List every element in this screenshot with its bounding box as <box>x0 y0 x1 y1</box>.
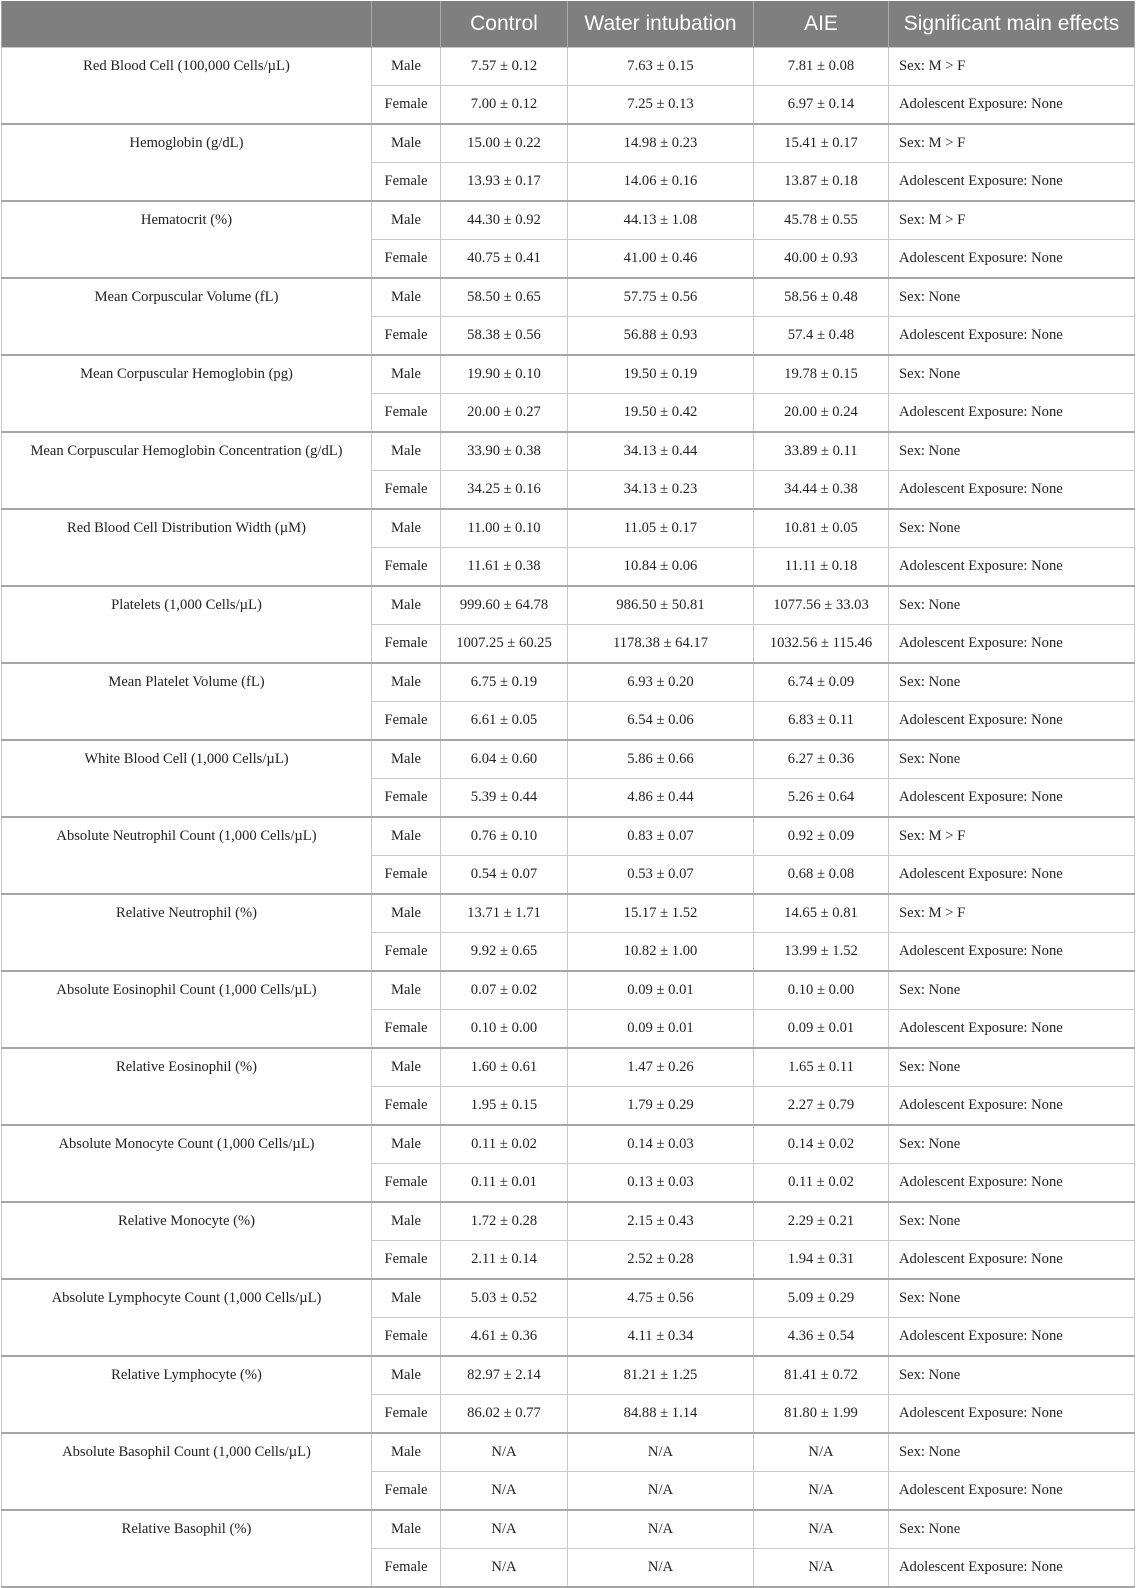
aie-value: 0.92 ± 0.09 <box>754 817 889 856</box>
parameter-name: Relative Eosinophil (%) <box>2 1048 372 1125</box>
aie-value: 5.09 ± 0.29 <box>754 1279 889 1318</box>
parameter-name: Relative Neutrophil (%) <box>2 894 372 971</box>
control-value: 6.75 ± 0.19 <box>441 663 568 702</box>
aie-value: 6.27 ± 0.36 <box>754 740 889 779</box>
aie-value: 57.4 ± 0.48 <box>754 317 889 356</box>
sex-cell: Male <box>372 48 441 86</box>
significant-effect: Adolescent Exposure: None <box>889 1164 1135 1203</box>
water-intubation-value: 0.53 ± 0.07 <box>568 856 754 895</box>
parameter-name: Hemoglobin (g/dL) <box>2 124 372 201</box>
control-value: 15.00 ± 0.22 <box>441 124 568 163</box>
aie-value: 40.00 ± 0.93 <box>754 240 889 279</box>
sex-cell: Male <box>372 1048 441 1087</box>
control-value: 5.39 ± 0.44 <box>441 779 568 818</box>
aie-value: N/A <box>754 1472 889 1511</box>
control-value: 7.57 ± 0.12 <box>441 48 568 86</box>
control-value: 6.61 ± 0.05 <box>441 702 568 741</box>
water-intubation-value: 57.75 ± 0.56 <box>568 278 754 317</box>
aie-value: 0.09 ± 0.01 <box>754 1010 889 1049</box>
aie-value: 0.68 ± 0.08 <box>754 856 889 895</box>
aie-value: 13.87 ± 0.18 <box>754 163 889 202</box>
aie-value: 15.41 ± 0.17 <box>754 124 889 163</box>
sex-cell: Female <box>372 625 441 664</box>
table-row <box>2 663 1135 702</box>
water-intubation-value: 986.50 ± 50.81 <box>568 586 754 625</box>
significant-effect: Adolescent Exposure: None <box>889 625 1135 664</box>
aie-value: 1.94 ± 0.31 <box>754 1241 889 1280</box>
aie-value: 0.14 ± 0.02 <box>754 1125 889 1164</box>
aie-value: 81.80 ± 1.99 <box>754 1395 889 1434</box>
water-intubation-value: 0.14 ± 0.03 <box>568 1125 754 1164</box>
sex-cell: Male <box>372 1433 441 1472</box>
control-value: 4.61 ± 0.36 <box>441 1318 568 1357</box>
sex-cell: Female <box>372 1472 441 1511</box>
control-value: 1.72 ± 0.28 <box>441 1202 568 1241</box>
water-intubation-value: 0.13 ± 0.03 <box>568 1164 754 1203</box>
sex-cell: Male <box>372 355 441 394</box>
aie-value: 58.56 ± 0.48 <box>754 278 889 317</box>
significant-effect: Sex: None <box>889 1048 1135 1087</box>
sex-cell: Female <box>372 1164 441 1203</box>
significant-effect: Adolescent Exposure: None <box>889 1549 1135 1588</box>
water-intubation-value: 4.11 ± 0.34 <box>568 1318 754 1357</box>
water-intubation-value: 15.17 ± 1.52 <box>568 894 754 933</box>
control-value: 34.25 ± 0.16 <box>441 471 568 510</box>
control-value: 82.97 ± 2.14 <box>441 1356 568 1395</box>
aie-value: 6.74 ± 0.09 <box>754 663 889 702</box>
sex-cell: Male <box>372 817 441 856</box>
sex-cell: Male <box>372 971 441 1010</box>
water-intubation-value: 84.88 ± 1.14 <box>568 1395 754 1434</box>
significant-effect: Sex: None <box>889 586 1135 625</box>
control-value: 0.07 ± 0.02 <box>441 971 568 1010</box>
significant-effect: Sex: M > F <box>889 124 1135 163</box>
parameter-name: Platelets (1,000 Cells/µL) <box>2 586 372 663</box>
table-row <box>2 432 1135 471</box>
aie-value: 1032.56 ± 115.46 <box>754 625 889 664</box>
sex-cell: Female <box>372 86 441 125</box>
significant-effect: Sex: M > F <box>889 48 1135 86</box>
water-intubation-value: 0.83 ± 0.07 <box>568 817 754 856</box>
control-value: 20.00 ± 0.27 <box>441 394 568 433</box>
sex-cell: Female <box>372 471 441 510</box>
aie-value: 20.00 ± 0.24 <box>754 394 889 433</box>
water-intubation-value: 19.50 ± 0.19 <box>568 355 754 394</box>
parameter-name: Absolute Neutrophil Count (1,000 Cells/µL) <box>2 817 372 894</box>
table-row <box>2 971 1135 1010</box>
aie-value: 5.26 ± 0.64 <box>754 779 889 818</box>
table-row <box>2 509 1135 548</box>
significant-effect: Adolescent Exposure: None <box>889 240 1135 279</box>
water-intubation-value: 5.86 ± 0.66 <box>568 740 754 779</box>
sex-cell: Female <box>372 1318 441 1357</box>
aie-value: 33.89 ± 0.11 <box>754 432 889 471</box>
control-value: 0.11 ± 0.02 <box>441 1125 568 1164</box>
sex-cell: Male <box>372 509 441 548</box>
water-intubation-value: 19.50 ± 0.42 <box>568 394 754 433</box>
sex-cell: Female <box>372 317 441 356</box>
control-value: 0.11 ± 0.01 <box>441 1164 568 1203</box>
significant-effect: Adolescent Exposure: None <box>889 856 1135 895</box>
table-row <box>2 1125 1135 1164</box>
aie-value: 19.78 ± 0.15 <box>754 355 889 394</box>
aie-value: 11.11 ± 0.18 <box>754 548 889 587</box>
table-row <box>2 278 1135 317</box>
sex-cell: Female <box>372 163 441 202</box>
significant-effect: Adolescent Exposure: None <box>889 1395 1135 1434</box>
aie-value: 34.44 ± 0.38 <box>754 471 889 510</box>
control-value: 13.93 ± 0.17 <box>441 163 568 202</box>
sex-cell: Male <box>372 1510 441 1549</box>
aie-value: 14.65 ± 0.81 <box>754 894 889 933</box>
water-intubation-value: 10.82 ± 1.00 <box>568 933 754 972</box>
control-value: 1007.25 ± 60.25 <box>441 625 568 664</box>
control-value: 7.00 ± 0.12 <box>441 86 568 125</box>
sex-cell: Male <box>372 1202 441 1241</box>
table-row <box>2 586 1135 625</box>
parameter-name: Mean Corpuscular Hemoglobin Concentration (g/dL) <box>2 432 372 509</box>
significant-effect: Sex: None <box>889 432 1135 471</box>
sex-cell: Female <box>372 1010 441 1049</box>
control-value: 2.11 ± 0.14 <box>441 1241 568 1280</box>
significant-effect: Adolescent Exposure: None <box>889 394 1135 433</box>
water-intubation-value: 14.98 ± 0.23 <box>568 124 754 163</box>
header-parameter <box>2 1 372 48</box>
significant-effect: Sex: None <box>889 1433 1135 1472</box>
water-intubation-value: N/A <box>568 1510 754 1549</box>
hematology-table <box>1 1 1135 1588</box>
water-intubation-value: 1.47 ± 0.26 <box>568 1048 754 1087</box>
sex-cell: Male <box>372 740 441 779</box>
aie-value: 81.41 ± 0.72 <box>754 1356 889 1395</box>
table-row <box>2 1356 1135 1395</box>
water-intubation-value: 2.15 ± 0.43 <box>568 1202 754 1241</box>
significant-effect: Adolescent Exposure: None <box>889 779 1135 818</box>
parameter-name: Absolute Monocyte Count (1,000 Cells/µL) <box>2 1125 372 1202</box>
control-value: 19.90 ± 0.10 <box>441 355 568 394</box>
table-row <box>2 201 1135 240</box>
control-value: 58.38 ± 0.56 <box>441 317 568 356</box>
table-row <box>2 1202 1135 1241</box>
sex-cell: Female <box>372 702 441 741</box>
significant-effect: Sex: None <box>889 1125 1135 1164</box>
water-intubation-value: 14.06 ± 0.16 <box>568 163 754 202</box>
significant-effect: Sex: None <box>889 355 1135 394</box>
water-intubation-value: 34.13 ± 0.23 <box>568 471 754 510</box>
parameter-name: White Blood Cell (1,000 Cells/µL) <box>2 740 372 817</box>
significant-effect: Sex: None <box>889 278 1135 317</box>
sex-cell: Male <box>372 1356 441 1395</box>
significant-effect: Sex: None <box>889 1279 1135 1318</box>
water-intubation-value: 56.88 ± 0.93 <box>568 317 754 356</box>
control-value: 999.60 ± 64.78 <box>441 586 568 625</box>
water-intubation-value: 1178.38 ± 64.17 <box>568 625 754 664</box>
control-value: 13.71 ± 1.71 <box>441 894 568 933</box>
parameter-name: Hematocrit (%) <box>2 201 372 278</box>
table-row <box>2 1279 1135 1318</box>
significant-effect: Adolescent Exposure: None <box>889 1010 1135 1049</box>
aie-value: 1.65 ± 0.11 <box>754 1048 889 1087</box>
aie-value: N/A <box>754 1433 889 1472</box>
sex-cell: Female <box>372 1549 441 1588</box>
parameter-name: Relative Basophil (%) <box>2 1510 372 1587</box>
header-control: Control <box>441 1 568 48</box>
control-value: 0.10 ± 0.00 <box>441 1010 568 1049</box>
aie-value: 0.10 ± 0.00 <box>754 971 889 1010</box>
header-water-intubation: Water intubation <box>568 1 754 48</box>
significant-effect: Adolescent Exposure: None <box>889 471 1135 510</box>
significant-effect: Adolescent Exposure: None <box>889 1472 1135 1511</box>
control-value: 0.54 ± 0.07 <box>441 856 568 895</box>
aie-value: 6.97 ± 0.14 <box>754 86 889 125</box>
table-row <box>2 124 1135 163</box>
sex-cell: Female <box>372 1241 441 1280</box>
control-value: 44.30 ± 0.92 <box>441 201 568 240</box>
table-row <box>2 817 1135 856</box>
water-intubation-value: 10.84 ± 0.06 <box>568 548 754 587</box>
table-row <box>2 1433 1135 1472</box>
parameter-name: Mean Corpuscular Volume (fL) <box>2 278 372 355</box>
aie-value: N/A <box>754 1549 889 1588</box>
significant-effect: Sex: None <box>889 740 1135 779</box>
parameter-name: Mean Platelet Volume (fL) <box>2 663 372 740</box>
water-intubation-value: N/A <box>568 1472 754 1511</box>
control-value: 58.50 ± 0.65 <box>441 278 568 317</box>
table-body <box>2 48 1135 1588</box>
sex-cell: Male <box>372 278 441 317</box>
sex-cell: Male <box>372 1125 441 1164</box>
parameter-name: Absolute Basophil Count (1,000 Cells/µL) <box>2 1433 372 1510</box>
table-row <box>2 1048 1135 1087</box>
water-intubation-value: 0.09 ± 0.01 <box>568 1010 754 1049</box>
significant-effect: Adolescent Exposure: None <box>889 702 1135 741</box>
control-value: N/A <box>441 1433 568 1472</box>
sex-cell: Female <box>372 240 441 279</box>
aie-value: 6.83 ± 0.11 <box>754 702 889 741</box>
significant-effect: Sex: None <box>889 971 1135 1010</box>
aie-value: 4.36 ± 0.54 <box>754 1318 889 1357</box>
table-row <box>2 48 1135 86</box>
parameter-name: Relative Monocyte (%) <box>2 1202 372 1279</box>
water-intubation-value: 1.79 ± 0.29 <box>568 1087 754 1126</box>
water-intubation-value: 11.05 ± 0.17 <box>568 509 754 548</box>
significant-effect: Sex: None <box>889 663 1135 702</box>
significant-effect: Sex: M > F <box>889 201 1135 240</box>
sex-cell: Female <box>372 394 441 433</box>
sex-cell: Male <box>372 894 441 933</box>
significant-effect: Sex: None <box>889 1202 1135 1241</box>
water-intubation-value: 81.21 ± 1.25 <box>568 1356 754 1395</box>
control-value: N/A <box>441 1549 568 1588</box>
control-value: 1.95 ± 0.15 <box>441 1087 568 1126</box>
control-value: 6.04 ± 0.60 <box>441 740 568 779</box>
control-value: 5.03 ± 0.52 <box>441 1279 568 1318</box>
sex-cell: Female <box>372 933 441 972</box>
sex-cell: Male <box>372 663 441 702</box>
aie-value: 2.29 ± 0.21 <box>754 1202 889 1241</box>
water-intubation-value: 34.13 ± 0.44 <box>568 432 754 471</box>
water-intubation-value: 4.86 ± 0.44 <box>568 779 754 818</box>
sex-cell: Female <box>372 779 441 818</box>
control-value: N/A <box>441 1472 568 1511</box>
aie-value: 2.27 ± 0.79 <box>754 1087 889 1126</box>
table-row <box>2 740 1135 779</box>
significant-effect: Adolescent Exposure: None <box>889 1241 1135 1280</box>
aie-value: 10.81 ± 0.05 <box>754 509 889 548</box>
header-aie: AIE <box>754 1 889 48</box>
significant-effect: Adolescent Exposure: None <box>889 1087 1135 1126</box>
control-value: 0.76 ± 0.10 <box>441 817 568 856</box>
aie-value: 45.78 ± 0.55 <box>754 201 889 240</box>
control-value: 1.60 ± 0.61 <box>441 1048 568 1087</box>
parameter-name: Mean Corpuscular Hemoglobin (pg) <box>2 355 372 432</box>
header-sex <box>372 1 441 48</box>
water-intubation-value: 0.09 ± 0.01 <box>568 971 754 1010</box>
table-row <box>2 894 1135 933</box>
aie-value: N/A <box>754 1510 889 1549</box>
water-intubation-value: N/A <box>568 1549 754 1588</box>
water-intubation-value: 7.25 ± 0.13 <box>568 86 754 125</box>
header-significant-effects: Significant main effects <box>889 1 1135 48</box>
control-value: 11.00 ± 0.10 <box>441 509 568 548</box>
aie-value: 0.11 ± 0.02 <box>754 1164 889 1203</box>
significant-effect: Adolescent Exposure: None <box>889 933 1135 972</box>
control-value: 11.61 ± 0.38 <box>441 548 568 587</box>
significant-effect: Sex: None <box>889 1510 1135 1549</box>
significant-effect: Adolescent Exposure: None <box>889 163 1135 202</box>
sex-cell: Female <box>372 1087 441 1126</box>
aie-value: 1077.56 ± 33.03 <box>754 586 889 625</box>
parameter-name: Absolute Lymphocyte Count (1,000 Cells/µL) <box>2 1279 372 1356</box>
sex-cell: Male <box>372 201 441 240</box>
control-value: 9.92 ± 0.65 <box>441 933 568 972</box>
sex-cell: Male <box>372 432 441 471</box>
water-intubation-value: 2.52 ± 0.28 <box>568 1241 754 1280</box>
significant-effect: Sex: M > F <box>889 817 1135 856</box>
aie-value: 13.99 ± 1.52 <box>754 933 889 972</box>
aie-value: 7.81 ± 0.08 <box>754 48 889 86</box>
sex-cell: Female <box>372 548 441 587</box>
significant-effect: Adolescent Exposure: None <box>889 548 1135 587</box>
control-value: 40.75 ± 0.41 <box>441 240 568 279</box>
water-intubation-value: 41.00 ± 0.46 <box>568 240 754 279</box>
significant-effect: Adolescent Exposure: None <box>889 86 1135 125</box>
water-intubation-value: 4.75 ± 0.56 <box>568 1279 754 1318</box>
water-intubation-value: 7.63 ± 0.15 <box>568 48 754 86</box>
sex-cell: Male <box>372 124 441 163</box>
parameter-name: Relative Lymphocyte (%) <box>2 1356 372 1433</box>
significant-effect: Sex: M > F <box>889 894 1135 933</box>
table-header <box>2 1 1135 48</box>
table-row <box>2 1510 1135 1549</box>
control-value: 86.02 ± 0.77 <box>441 1395 568 1434</box>
water-intubation-value: 6.54 ± 0.06 <box>568 702 754 741</box>
header-row <box>2 1 1135 48</box>
parameter-name: Absolute Eosinophil Count (1,000 Cells/µL) <box>2 971 372 1048</box>
control-value: 33.90 ± 0.38 <box>441 432 568 471</box>
sex-cell: Female <box>372 856 441 895</box>
parameter-name: Red Blood Cell Distribution Width (µM) <box>2 509 372 586</box>
significant-effect: Adolescent Exposure: None <box>889 317 1135 356</box>
table-row <box>2 355 1135 394</box>
water-intubation-value: 6.93 ± 0.20 <box>568 663 754 702</box>
significant-effect: Adolescent Exposure: None <box>889 1318 1135 1357</box>
parameter-name: Red Blood Cell (100,000 Cells/µL) <box>2 48 372 125</box>
control-value: N/A <box>441 1510 568 1549</box>
significant-effect: Sex: None <box>889 509 1135 548</box>
sex-cell: Male <box>372 586 441 625</box>
water-intubation-value: 44.13 ± 1.08 <box>568 201 754 240</box>
significant-effect: Sex: None <box>889 1356 1135 1395</box>
sex-cell: Female <box>372 1395 441 1434</box>
sex-cell: Male <box>372 1279 441 1318</box>
water-intubation-value: N/A <box>568 1433 754 1472</box>
